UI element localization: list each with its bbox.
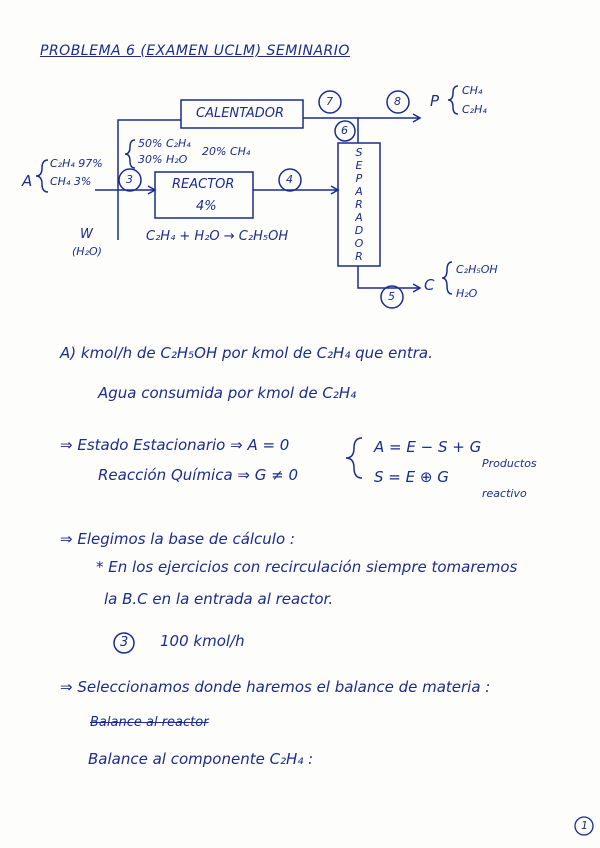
balance-reactor-crossed: Balance al reactor (90, 715, 209, 730)
separador-letter: S (355, 146, 363, 159)
product-p-label: P (430, 92, 440, 110)
productos-note: Productos (482, 457, 537, 470)
page-title: PROBLEMA 6 (EXAMEN UCLM) SEMINARIO (40, 43, 350, 59)
separador-letter: E (355, 159, 363, 172)
separador-letter: D (354, 224, 364, 237)
product-c-label: C (424, 276, 435, 294)
basis-stream-number: 3 (120, 635, 129, 650)
stream-5-label: 5 (388, 290, 395, 303)
recycle-comp-3: 20% CH₄ (202, 145, 251, 158)
recycle-note-1: * En los ejercicios con recirculación siempre tomaremos (96, 558, 518, 576)
calentador-label: CALENTADOR (196, 106, 285, 121)
recycle-comp-2: 30% H₂O (138, 153, 188, 166)
select-balance-line: ⇒ Seleccionamos donde haremos el balance de materia : (60, 678, 491, 696)
separador-letter: O (354, 237, 364, 250)
stream-6-label: 6 (341, 124, 348, 137)
balance-component-line: Balance al componente C₂H₄ : (88, 750, 314, 768)
recycle-comp-1: 50% C₂H₄ (138, 137, 191, 150)
stream-7-label: 7 (326, 95, 333, 108)
base-calc-line: ⇒ Elegimos la base de cálculo : (60, 530, 295, 548)
chemical-reaction-line: Reacción Química ⇒ G ≠ 0 (98, 466, 299, 484)
separador-letters (352, 146, 366, 263)
separador-letter: P (355, 172, 363, 185)
page-number: 1 (581, 819, 588, 832)
feed-a-line2: CH₄ 3% (50, 175, 92, 188)
question-a: A) kmol/h de C₂H₅OH por kmol de C₂H₄ que entra. (60, 344, 433, 362)
reactor-label: REACTOR (172, 177, 235, 192)
reactor-conversion: 4% (196, 199, 217, 214)
feed-a-line1: C₂H₄ 97% (50, 157, 103, 170)
product-p-line2: C₂H₄ (462, 103, 487, 116)
steady-state-line: ⇒ Estado Estacionario ⇒ A = 0 (60, 436, 290, 454)
reactivo-note: reactivo (482, 487, 527, 500)
balance-equation-1: A = E − S + G (374, 438, 482, 456)
stream-8-label: 8 (394, 95, 401, 108)
product-c-line2: H₂O (456, 287, 478, 300)
recycle-note-2: la B.C en la entrada al reactor. (104, 590, 334, 608)
basis-value: 100 kmol/h (160, 632, 245, 650)
question-a-water: Agua consumida por kmol de C₂H₄ (98, 384, 357, 402)
feed-a-label: A (22, 172, 33, 190)
product-p-line1: CH₄ (462, 84, 483, 97)
product-c-line1: C₂H₅OH (456, 263, 498, 276)
stream-3-label: 3 (126, 173, 133, 186)
separador-letter: R (355, 250, 363, 263)
separador-letter: A (355, 185, 363, 198)
water-formula: (H₂O) (72, 245, 102, 258)
separador-letter: R (355, 198, 363, 211)
separador-letter: A (355, 211, 363, 224)
balance-equation-2: S = E ⊕ G (374, 468, 449, 486)
stream-4-label: 4 (286, 173, 293, 186)
reaction-equation: C₂H₄ + H₂O → C₂H₅OH (146, 229, 289, 244)
water-label: W (80, 227, 93, 242)
